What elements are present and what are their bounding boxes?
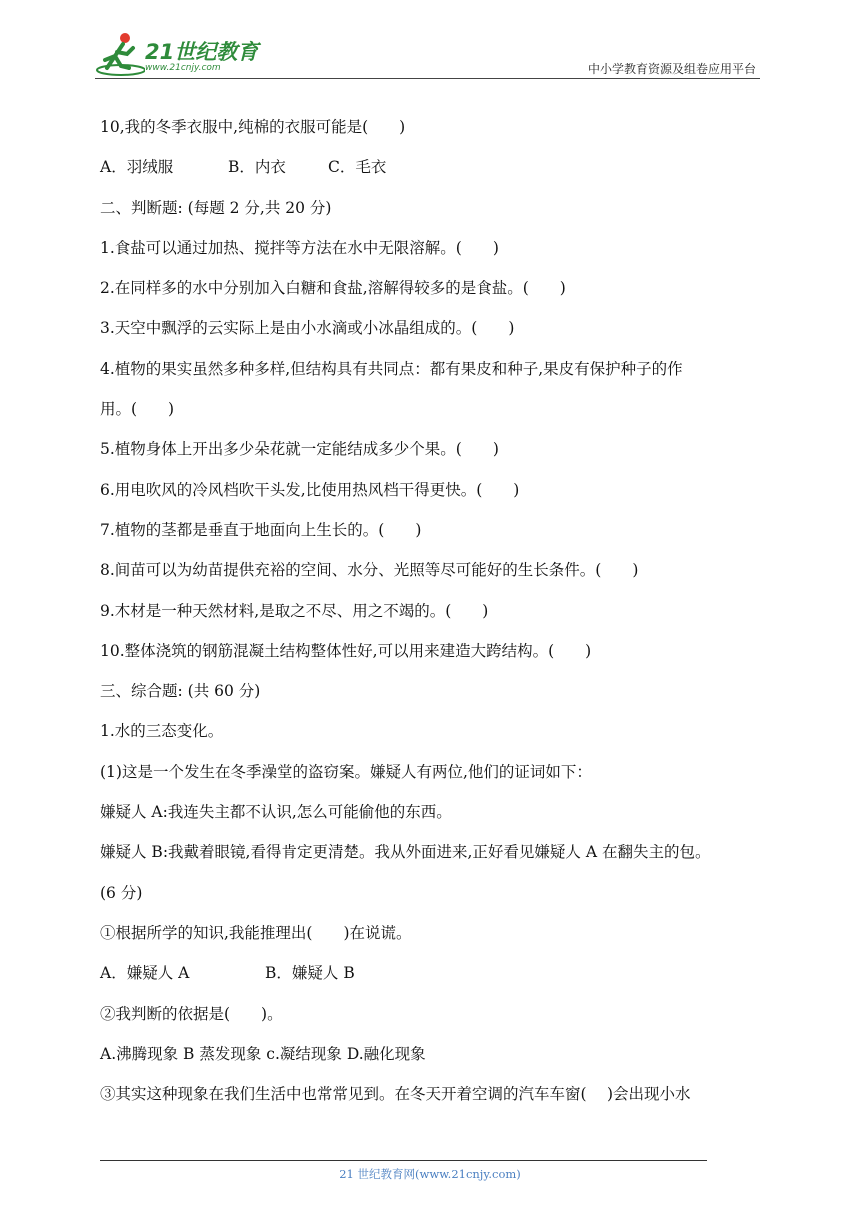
option-b: B．嫌疑人 B bbox=[265, 964, 355, 983]
section-heading: 二、判断题: (每题 2 分,共 20 分) bbox=[100, 198, 332, 217]
option-c: C．毛衣 bbox=[328, 158, 387, 177]
question-line: 用。( ) bbox=[100, 400, 175, 419]
site-logo bbox=[95, 30, 260, 82]
footer-text: 21 世纪教育网(www.21cnjy.com) bbox=[339, 1167, 521, 1181]
question-line: 10.整体浇筑的钢筋混凝土结构整体性好,可以用来建造大跨结构。( ) bbox=[100, 641, 592, 660]
question-line: 6.用电吹风的冷风档吹干头发,比使用热风档干得更快。( ) bbox=[100, 480, 520, 499]
section-heading: 三、综合题: (共 60 分) bbox=[100, 682, 261, 701]
question-line: 7.植物的茎都是垂直于地面向上生长的。( ) bbox=[100, 520, 422, 539]
platform-name: 中小学教育资源及组卷应用平台 bbox=[587, 62, 756, 76]
question-line: 1.食盐可以通过加热、搅拌等方法在水中无限溶解。( ) bbox=[100, 238, 499, 257]
question-line: ②我判断的依据是( )。 bbox=[100, 1004, 283, 1023]
exam-content bbox=[100, 107, 765, 1114]
question-line: 10,我的冬季衣服中,纯棉的衣服可能是( ) bbox=[100, 118, 406, 136]
options-row bbox=[100, 147, 765, 187]
question-line: ①根据所学的知识,我能推理出( )在说谎。 bbox=[100, 923, 412, 942]
footer-divider bbox=[100, 1160, 707, 1161]
question-line: 1.水的三态变化。 bbox=[100, 722, 224, 741]
option-a: A．羽绒服 bbox=[100, 158, 174, 177]
option-b: B．内衣 bbox=[228, 158, 286, 177]
question-line: 9.木材是一种天然材料,是取之不尽、用之不竭的。( ) bbox=[100, 601, 489, 620]
question-line: 2.在同样多的水中分别加入白糖和食盐,溶解得较多的是食盐。( ) bbox=[100, 279, 566, 298]
logo-url: www.21cnjy.com bbox=[145, 63, 221, 73]
page-header bbox=[0, 0, 860, 90]
question-line: 嫌疑人 B:我戴着眼镜,看得肯定更清楚。我从外面进来,正好看见嫌疑人 A 在翻失主的包。 bbox=[100, 843, 711, 862]
option-a: A．嫌疑人 A bbox=[100, 964, 190, 983]
question-line: ③其实这种现象在我们生活中也常常见到。在冬天开着空调的汽车车窗( )会出现小水 bbox=[100, 1085, 691, 1104]
running-figure-icon bbox=[95, 30, 145, 78]
options-row bbox=[100, 953, 765, 993]
logo-text: 21世纪教育 bbox=[145, 40, 259, 64]
question-line: 3.天空中飘浮的云实际上是由小水滴或小冰晶组成的。( ) bbox=[100, 319, 515, 338]
question-line: (1)这是一个发生在冬季澡堂的盗窃案。嫌疑人有两位,他们的证词如下： bbox=[100, 762, 592, 781]
header-divider bbox=[95, 78, 760, 79]
question-line: 8.间苗可以为幼苗提供充裕的空间、水分、光照等尽可能好的生长条件。( ) bbox=[100, 561, 639, 580]
question-line: 4.植物的果实虽然多种多样,但结构具有共同点：都有果皮和种子,果皮有保护种子的作 bbox=[100, 359, 683, 378]
question-line: (6 分) bbox=[100, 883, 143, 902]
question-line: A.沸腾现象 B 蒸发现象 c.凝结现象 D.融化现象 bbox=[100, 1044, 426, 1063]
question-line: 嫌疑人 A:我连失主都不认识,怎么可能偷他的东西。 bbox=[100, 803, 452, 822]
question-line: 5.植物身体上开出多少朵花就一定能结成多少个果。( ) bbox=[100, 440, 499, 459]
